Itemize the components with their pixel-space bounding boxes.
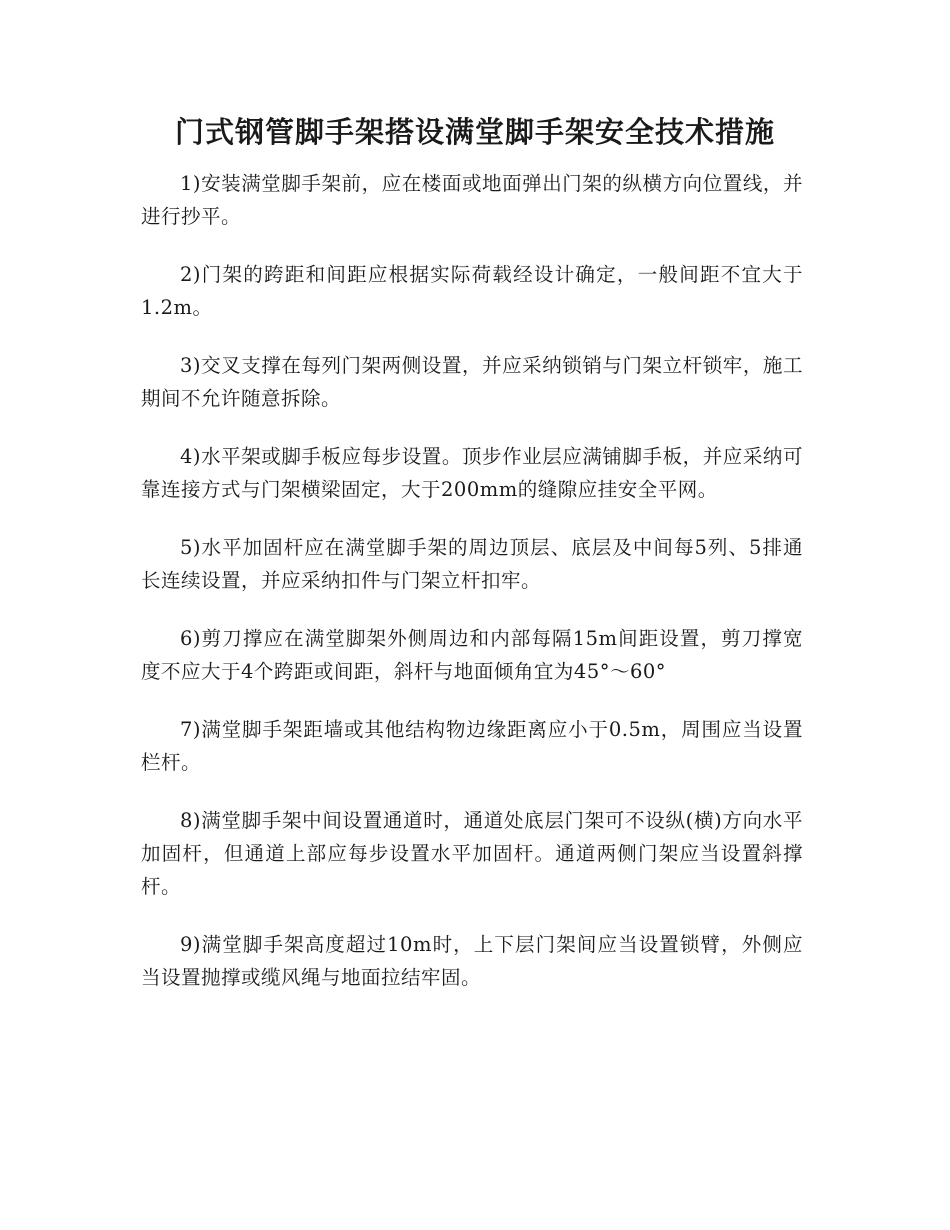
- document-title: 门式钢管脚手架搭设满堂脚手架安全技术措施: [174, 115, 775, 149]
- paragraph-5: 5)水平加固杆应在满堂脚手架的周边顶层、底层及中间每5列、5排通长连续设置，并应采纳扣件与门架立杆扣牢。: [141, 536, 803, 592]
- paragraph-6: 6)剪刀撑应在满堂脚架外侧周边和内部每隔15m间距设置，剪刀撑宽度不应大于4个跨距或间距，斜杆与地面倾角宜为45°～60°: [141, 627, 803, 683]
- paragraph-4: 4)水平架或脚手板应每步设置。顶步作业层应满铺脚手板，并应采纳可靠连接方式与门架横梁固定，大于200mm的缝隙应挂安全平网。: [141, 445, 803, 501]
- paragraph-7: 7)满堂脚手架距墙或其他结构物边缘距离应小于0.5m，周围应当设置栏杆。: [141, 718, 803, 774]
- paragraph-1: 1)安装满堂脚手架前，应在楼面或地面弹出门架的纵横方向位置线，并进行抄平。: [141, 172, 803, 228]
- paragraph-3: 3)交叉支撑在每列门架两侧设置，并应采纳锁销与门架立杆锁牢，施工期间不允许随意拆除。: [141, 354, 803, 410]
- paragraph-9: 9)满堂脚手架高度超过10m时，上下层门架间应当设置锁臂，外侧应当设置抛撑或缆风绳与地面拉结牢固。: [141, 933, 803, 989]
- paragraph-8: 8)满堂脚手架中间设置通道时，通道处底层门架可不设纵(横)方向水平加固杆，但通道上部应每步设置水平加固杆。通道两侧门架应当设置斜撑杆。: [141, 809, 803, 898]
- paragraph-2: 2)门架的跨距和间距应根据实际荷载经设计确定，一般间距不宜大于1.2m。: [141, 263, 803, 319]
- document-body: [141, 167, 803, 1019]
